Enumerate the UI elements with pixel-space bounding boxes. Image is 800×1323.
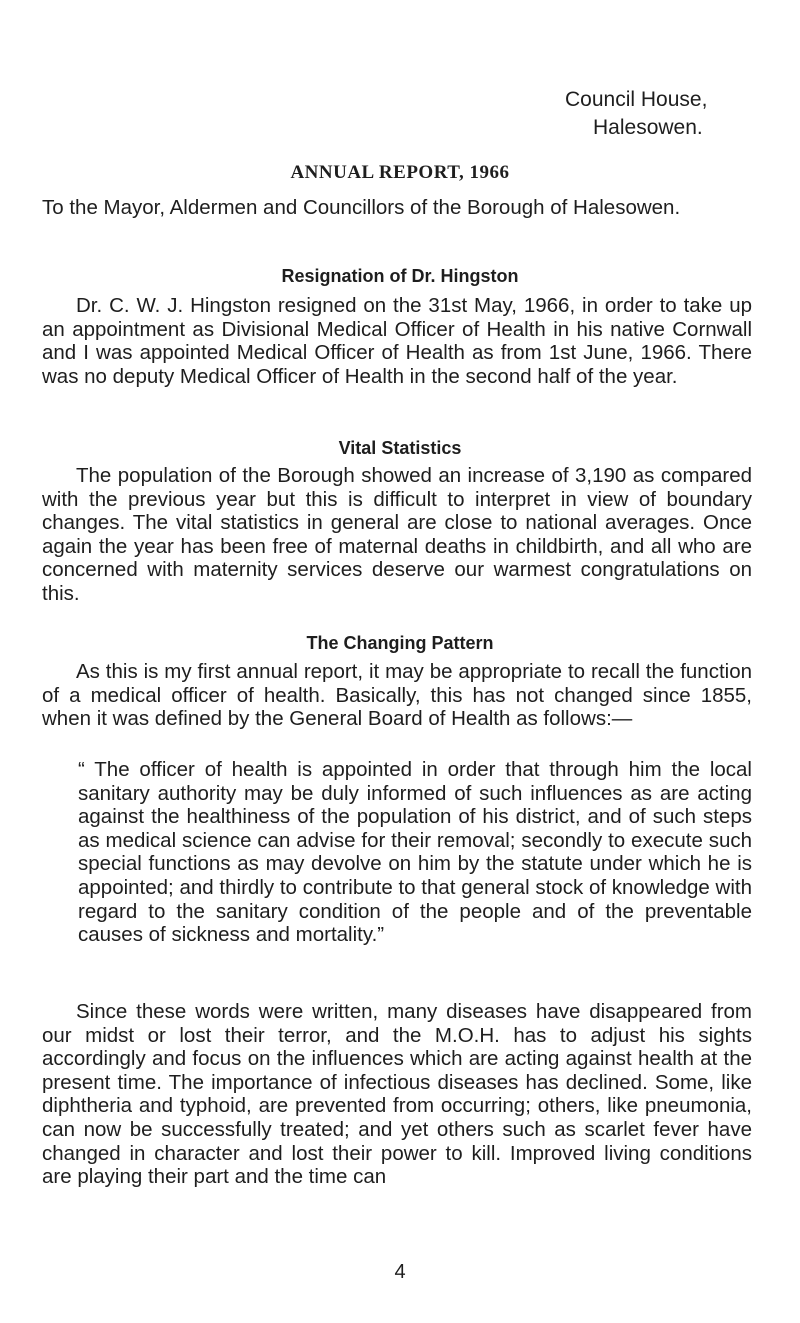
address-line-1: Council House, — [565, 88, 708, 111]
sender-address — [565, 86, 707, 142]
page-number: 4 — [394, 1261, 406, 1283]
report-title: ANNUAL REPORT, 1966 — [290, 162, 510, 183]
section-body-changing-pattern-continued — [42, 1000, 752, 1189]
section-body-vital-statistics — [42, 464, 752, 606]
paragraph: As this is my first annual report, it may be appropriate to recall the function of a medical officer of health. Basically, this has not changed since 1855, when it was defined by the General Board of Health as follows:— — [42, 660, 752, 731]
address-line-2: Halesowen. — [593, 116, 703, 139]
paragraph: The population of the Borough showed an increase of 3,190 as compared with the previous year but this is difficult to interpret in view of boundary changes. The vital statistics in general are close to national averages. Once again the year has been free of maternal deaths in childbirth, and all who are concerned with maternity services deserve our warmest congratulations on this. — [42, 464, 752, 605]
section-body-resignation — [42, 294, 752, 388]
section-body-changing-pattern — [42, 660, 752, 731]
paragraph: Since these words were written, many diseases have disappeared from our midst or lost their terror, and the M.O.H. has to adjust his sights accordingly and focus on the influences which are acting against health at the present time. The importance of infectious diseases has declined. Some, like diphtheria and typhoid, are prevented from occurring; others, like pneumonia, can now be successfully treated; and yet others such as scarlet fever have changed in character and lost their power to kill. Improved living conditions are playing their part and the time can — [42, 1000, 752, 1189]
quotation-block — [78, 758, 752, 947]
paragraph: Dr. C. W. J. Hingston resigned on the 31st May, 1966, in order to take up an appointment as Divisional Medical Officer of Health in his native Cornwall and I was appointed Medical Officer of Health as from 1st June, 1966. There was no deputy Medical Officer of Health in the second half of the year. — [42, 294, 752, 388]
section-heading-resignation: Resignation of Dr. Hingston — [281, 266, 519, 286]
quotation-text: “ The officer of health is appointed in order that through him the local sanitary authority may be duly informed of such influences as are acting against the healthiness of the population of his district, and of such steps as medical science can advise for their removal; secondly to execute such special functions as may devolve on him by the statute under which he is appointed; and thirdly to contribute to that general stock of knowledge with regard to the sanitary condition of the people and of the preventable causes of sickness and mortality.” — [78, 758, 752, 947]
salutation-text: To the Mayor, Aldermen and Councillors of the Borough of Halesowen. — [42, 196, 681, 219]
salutation — [42, 196, 786, 220]
section-heading-vital-statistics: Vital Statistics — [338, 438, 462, 458]
section-heading-changing-pattern: The Changing Pattern — [306, 633, 494, 653]
